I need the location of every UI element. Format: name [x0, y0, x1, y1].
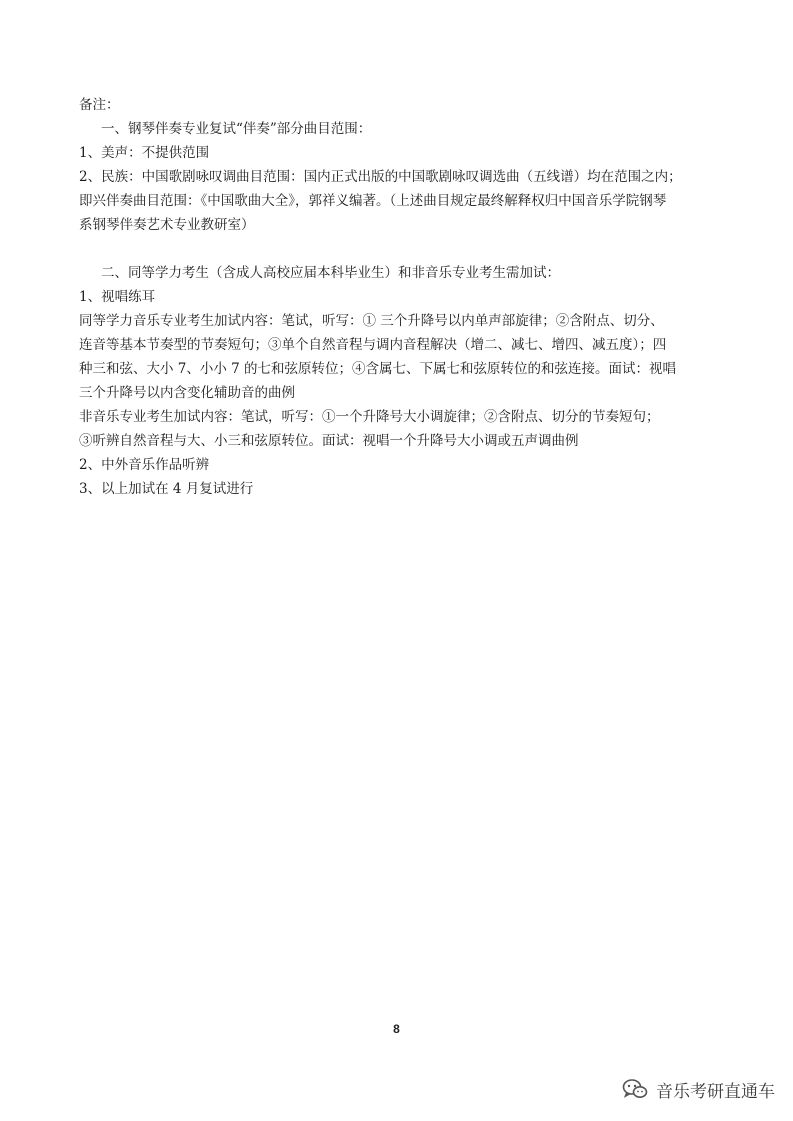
- section1-title: 一、钢琴伴奏专业复试“伴奏”部分曲目范围：: [101, 121, 372, 137]
- section1-item2-line1: 2、民族：中国歌剧咏叹调曲目范围：国内正式出版的中国歌剧咏叹调选曲（五线谱）均在范围之内；: [79, 169, 682, 185]
- section2-para1-line3: 种三和弦、大小 7、小小 7 的七和弦原转位；④含属七、下属七和弦原转位的和弦连接。面试：视唱: [79, 361, 677, 377]
- notes-content: [79, 93, 719, 501]
- wechat-icon: [622, 1078, 648, 1100]
- watermark: [622, 1072, 775, 1106]
- section2-para1-line2: 连音等基本节奏型的节奏短句；③单个自然音程与调内音程解决（增二、减七、增四、减五度）；四: [79, 337, 667, 353]
- section2-item3: 3、以上加试在 4 月复试进行: [79, 481, 254, 497]
- section1-item2-line3: 系钢琴伴奏艺术专业教研室）: [79, 217, 255, 233]
- section2-title: 二、同等学力考生（含成人高校应届本科毕业生）和非音乐专业考生需加试：: [101, 265, 560, 281]
- section1-item1: 1、美声：不提供范围: [79, 145, 210, 161]
- section-spacer: [79, 237, 719, 261]
- section2-item1: 1、视唱练耳: [79, 289, 156, 305]
- section1-item2-line2: 即兴伴奏曲目范围：《中国歌曲大全》，郭祥义编著。（上述曲目规定最终解释权归中国音乐学院钢琴: [79, 193, 667, 209]
- notes-heading: 备注：: [79, 97, 120, 113]
- section2-para1-line4: 三个升降号以内含变化辅助音的曲例: [79, 385, 295, 401]
- page-number: 8: [393, 1022, 400, 1036]
- section2-para2-line1: 非音乐专业考生加试内容：笔试，听写：①一个升降号大小调旋律；②含附点、切分的节奏短句；: [79, 409, 660, 425]
- watermark-text: 音乐考研直通车: [656, 1081, 775, 1102]
- section2-para2-line2: ③听辨自然音程与大、小三和弦原转位。面试：视唱一个升降号大小调或五声调曲例: [79, 433, 579, 449]
- section2-item2: 2、中外音乐作品听辨: [79, 457, 210, 473]
- section2-para1-line1: 同等学力音乐专业考生加试内容：笔试，听写：① 三个升降号以内单声部旋律；②含附点、切分、: [79, 313, 664, 329]
